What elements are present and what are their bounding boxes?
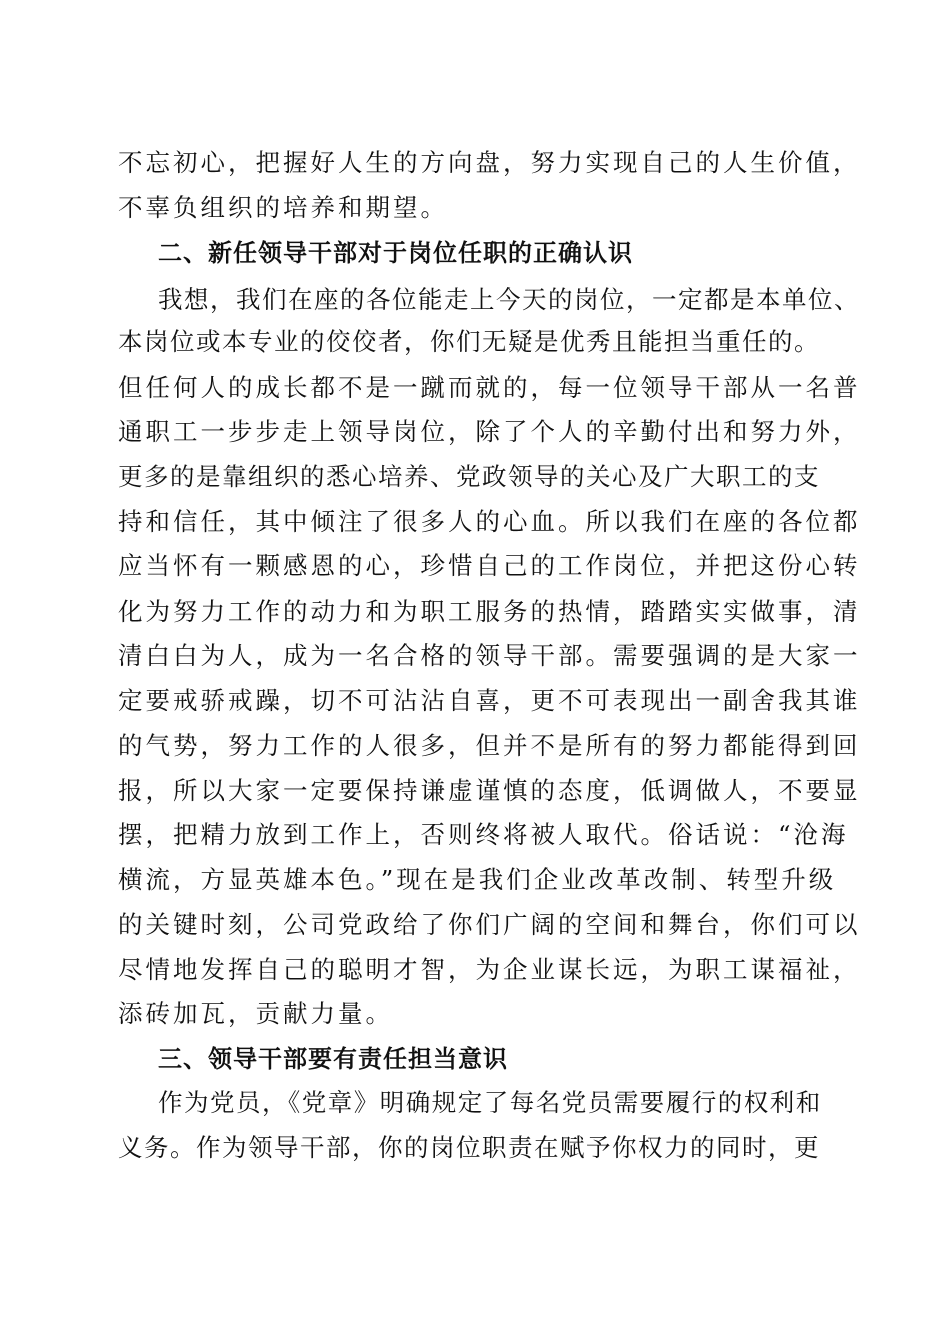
body-line: 报，所以大家一定要保持谦虚谨慎的态度，低调做人，不要显 — [118, 776, 861, 805]
body-line: 不辜负组织的培养和期望。 — [118, 193, 448, 222]
body-line: 清白白为人，成为一名合格的领导干部。需要强调的是大家一 — [118, 641, 861, 670]
body-line: 横流，方显英雄本色。”现在是我们企业改革改制、转型升级 — [118, 865, 837, 894]
body-line: 更多的是靠组织的悉心培养、党政领导的关心及广大职工的支 — [118, 462, 820, 491]
body-line: 应当怀有一颗感恩的心，珍惜自己的工作岗位，并把这份心转 — [118, 551, 861, 580]
body-line: 定要戒骄戒躁，切不可沾沾自喜，更不可表现出一副舍我其谁 — [118, 686, 861, 715]
body-line: 尽情地发挥自己的聪明才智，为企业谋长远，为职工谋福祉， — [118, 955, 861, 984]
body-line: 不忘初心，把握好人生的方向盘，努力实现自己的人生价值， — [118, 148, 861, 177]
body-line: 化为努力工作的动力和为职工服务的热情，踏踏实实做事，清 — [118, 597, 861, 626]
section-heading-2: 二、新任领导干部对于岗位任职的正确认识 — [158, 239, 633, 267]
body-line: 的气势，努力工作的人很多，但并不是所有的努力都能得到回 — [118, 731, 861, 760]
body-line: 的关键时刻，公司党政给了你们广阔的空间和舞台，你们可以 — [118, 910, 861, 939]
body-line: 添砖加瓦，贡献力量。 — [118, 999, 393, 1028]
body-line: 义务。作为领导干部，你的岗位职责在赋予你权力的同时，更 — [118, 1133, 820, 1162]
body-line: 作为党员，《党章》明确规定了每名党员需要履行的权利和 — [158, 1088, 822, 1117]
body-line: 我想，我们在座的各位能走上今天的岗位，一定都是本单位、 — [158, 285, 860, 314]
body-line: 本岗位或本专业的佼佼者，你们无疑是优秀且能担当重任的。 — [118, 327, 820, 356]
body-line: 但任何人的成长都不是一蹴而就的，每一位领导干部从一名普 — [118, 373, 861, 402]
body-line: 通职工一步步走上领导岗位，除了个人的辛勤付出和努力外， — [118, 417, 861, 446]
body-line: 持和信任，其中倾注了很多人的心血。所以我们在座的各位都 — [118, 507, 861, 536]
section-heading-3: 三、领导干部要有责任担当意识 — [158, 1045, 508, 1073]
body-line: 摆，把精力放到工作上，否则终将被人取代。俗话说：“沧海 — [118, 820, 849, 849]
